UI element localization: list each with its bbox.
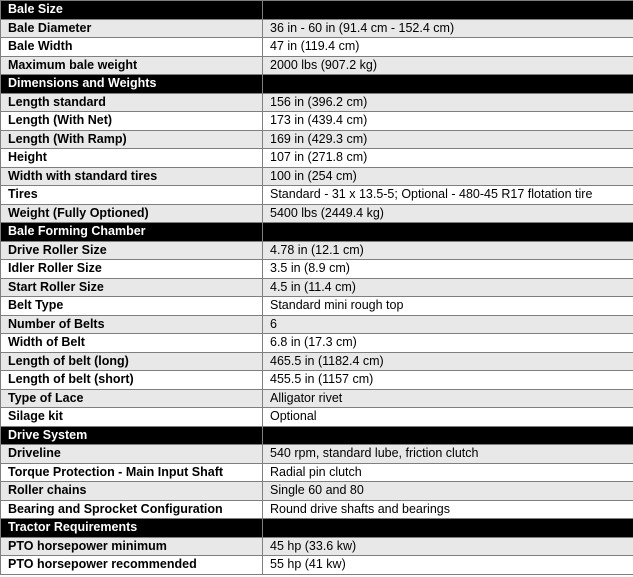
spec-label: Bale Diameter: [1, 19, 263, 38]
spec-value: 6: [263, 315, 633, 334]
section-header: [1, 426, 633, 445]
table-row: [1, 334, 633, 353]
spec-label: Maximum bale weight: [1, 56, 263, 75]
table-row: [1, 241, 633, 260]
spec-value: Single 60 and 80: [263, 482, 633, 501]
spec-label: Width of Belt: [1, 334, 263, 353]
spec-table-body: [1, 1, 633, 575]
spec-label: Height: [1, 149, 263, 168]
spec-label: Length (With Net): [1, 112, 263, 131]
spec-label: Number of Belts: [1, 315, 263, 334]
table-row: [1, 93, 633, 112]
section-header: [1, 519, 633, 538]
section-header-empty-cell: [263, 426, 633, 445]
spec-value: 107 in (271.8 cm): [263, 149, 633, 168]
table-row: [1, 56, 633, 75]
table-row: [1, 204, 633, 223]
spec-value: 3.5 in (8.9 cm): [263, 260, 633, 279]
spec-value: 100 in (254 cm): [263, 167, 633, 186]
table-row: [1, 537, 633, 556]
spec-value: 45 hp (33.6 kw): [263, 537, 633, 556]
table-row: [1, 186, 633, 205]
section-title: Bale Forming Chamber: [1, 223, 263, 242]
table-row: [1, 278, 633, 297]
section-title: Bale Size: [1, 1, 263, 20]
spec-label: Torque Protection - Main Input Shaft: [1, 463, 263, 482]
section-header-empty-cell: [263, 1, 633, 20]
table-row: [1, 556, 633, 575]
spec-value: Round drive shafts and bearings: [263, 500, 633, 519]
spec-label: Start Roller Size: [1, 278, 263, 297]
spec-label: Bale Width: [1, 38, 263, 57]
spec-label: Length (With Ramp): [1, 130, 263, 149]
table-row: [1, 408, 633, 427]
spec-value: 156 in (396.2 cm): [263, 93, 633, 112]
table-row: [1, 500, 633, 519]
table-row: [1, 352, 633, 371]
section-header-empty-cell: [263, 223, 633, 242]
table-row: [1, 19, 633, 38]
spec-value: 4.5 in (11.4 cm): [263, 278, 633, 297]
spec-label: Tires: [1, 186, 263, 205]
section-header: [1, 223, 633, 242]
table-row: [1, 38, 633, 57]
spec-value: 6.8 in (17.3 cm): [263, 334, 633, 353]
spec-label: Weight (Fully Optioned): [1, 204, 263, 223]
spec-value: Optional: [263, 408, 633, 427]
section-header-empty-cell: [263, 519, 633, 538]
section-title: Drive System: [1, 426, 263, 445]
spec-label: Idler Roller Size: [1, 260, 263, 279]
table-row: [1, 149, 633, 168]
spec-value: 2000 lbs (907.2 kg): [263, 56, 633, 75]
section-title: Tractor Requirements: [1, 519, 263, 538]
spec-value: 4.78 in (12.1 cm): [263, 241, 633, 260]
spec-value: 173 in (439.4 cm): [263, 112, 633, 131]
table-row: [1, 297, 633, 316]
spec-label: PTO horsepower recommended: [1, 556, 263, 575]
section-header: [1, 75, 633, 94]
spec-value: Alligator rivet: [263, 389, 633, 408]
table-row: [1, 389, 633, 408]
section-header-empty-cell: [263, 75, 633, 94]
section-header: [1, 1, 633, 20]
spec-label: Roller chains: [1, 482, 263, 501]
spec-label: Length of belt (short): [1, 371, 263, 390]
spec-value: Standard mini rough top: [263, 297, 633, 316]
spec-label: Bearing and Sprocket Configuration: [1, 500, 263, 519]
table-row: [1, 260, 633, 279]
spec-value: Standard - 31 x 13.5-5; Optional - 480-45 R17 flotation tire: [263, 186, 633, 205]
spec-value: 465.5 in (1182.4 cm): [263, 352, 633, 371]
table-row: [1, 315, 633, 334]
table-row: [1, 463, 633, 482]
spec-label: PTO horsepower minimum: [1, 537, 263, 556]
spec-value: 47 in (119.4 cm): [263, 38, 633, 57]
spec-value: 5400 lbs (2449.4 kg): [263, 204, 633, 223]
spec-value: 55 hp (41 kw): [263, 556, 633, 575]
spec-label: Width with standard tires: [1, 167, 263, 186]
spec-value: 540 rpm, standard lube, friction clutch: [263, 445, 633, 464]
spec-value: Radial pin clutch: [263, 463, 633, 482]
spec-value: 455.5 in (1157 cm): [263, 371, 633, 390]
table-row: [1, 445, 633, 464]
table-row: [1, 482, 633, 501]
table-row: [1, 371, 633, 390]
spec-label: Length standard: [1, 93, 263, 112]
spec-label: Belt Type: [1, 297, 263, 316]
spec-value: 169 in (429.3 cm): [263, 130, 633, 149]
table-row: [1, 112, 633, 131]
section-title: Dimensions and Weights: [1, 75, 263, 94]
spec-label: Driveline: [1, 445, 263, 464]
table-row: [1, 130, 633, 149]
table-row: [1, 167, 633, 186]
spec-label: Drive Roller Size: [1, 241, 263, 260]
spec-label: Length of belt (long): [1, 352, 263, 371]
spec-label: Type of Lace: [1, 389, 263, 408]
spec-label: Silage kit: [1, 408, 263, 427]
spec-value: 36 in - 60 in (91.4 cm - 152.4 cm): [263, 19, 633, 38]
